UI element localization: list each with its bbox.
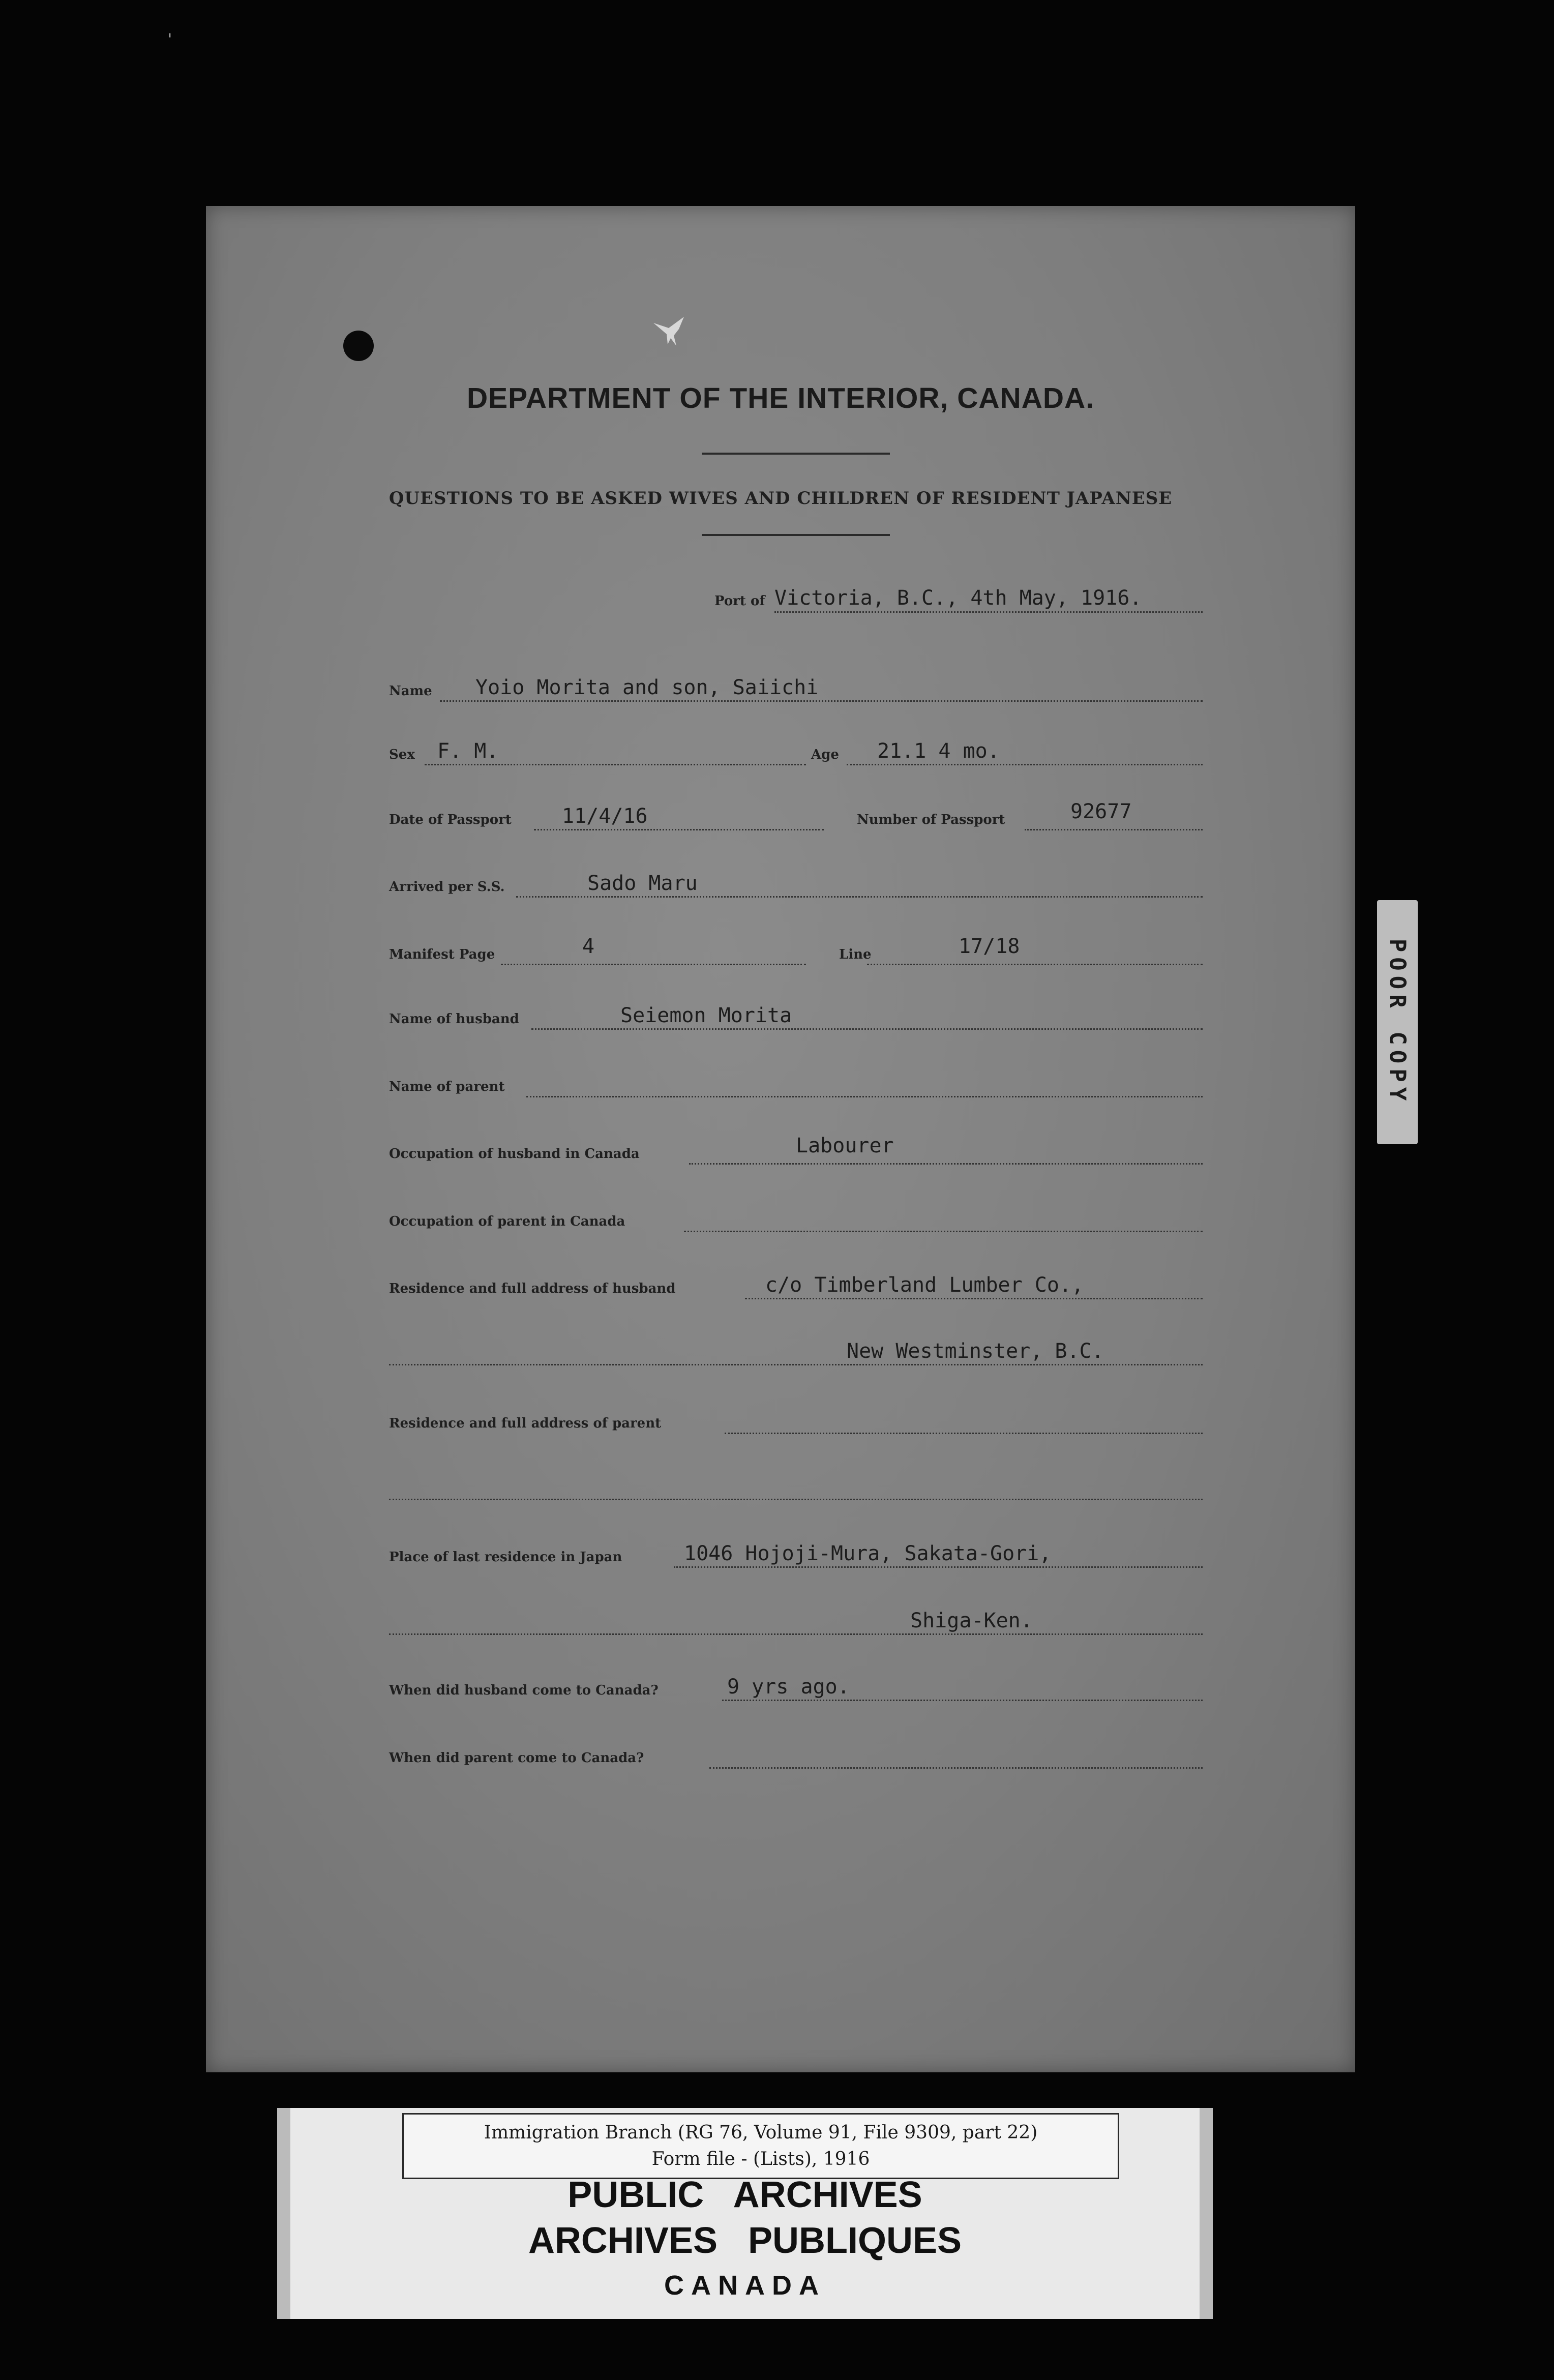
field-number-of-passport-line bbox=[1025, 829, 1203, 830]
field-passport bbox=[389, 800, 1396, 830]
field-name-of-husband-label: Name of husband bbox=[389, 1011, 519, 1027]
archive-canada: CANADA bbox=[664, 2270, 826, 2301]
field-residence-husband-line bbox=[745, 1298, 1203, 1299]
port-value: Victoria, B.C., 4th May, 1916. bbox=[774, 586, 1142, 610]
archive-reference-line1: Immigration Branch (RG 76, Volume 91, File 9309, part 22) bbox=[484, 2122, 1038, 2143]
form-title: DEPARTMENT OF THE INTERIOR, CANADA. bbox=[466, 382, 1095, 414]
field-name-of-husband-value: Seiemon Morita bbox=[620, 1004, 792, 1027]
field-residence-husband-line2 bbox=[389, 1335, 1396, 1365]
field-date-of-passport-line bbox=[534, 829, 824, 830]
field-number-of-passport-value: 92677 bbox=[1070, 800, 1132, 823]
form-document bbox=[206, 206, 1355, 2072]
field-parent-came-label: When did parent come to Canada? bbox=[389, 1750, 644, 1766]
field-parent-came-line bbox=[709, 1767, 1203, 1769]
field-manifest-page-line bbox=[501, 964, 806, 965]
field-last-residence-japan-line bbox=[674, 1566, 1203, 1568]
field-husband-came-label: When did husband come to Canada? bbox=[389, 1683, 659, 1698]
field-name-of-parent-label: Name of parent bbox=[389, 1079, 505, 1094]
field-residence-parent-line2 bbox=[389, 1470, 1396, 1500]
field-residence-husband-value-line2: New Westminster, B.C. bbox=[847, 1340, 1104, 1363]
field-sex-value: F. M. bbox=[437, 739, 499, 763]
field-sex-label: Sex bbox=[389, 747, 415, 762]
field-date-of-passport-value: 11/4/16 bbox=[562, 805, 648, 828]
punch-hole bbox=[343, 331, 374, 361]
subtitle-divider bbox=[702, 534, 890, 536]
field-residence-parent-line2-rule bbox=[389, 1499, 1203, 1500]
field-date-of-passport-label: Date of Passport bbox=[389, 812, 512, 827]
poor-copy-label bbox=[1377, 900, 1418, 1144]
archive-archives-publiques: ARCHIVES PUBLIQUES bbox=[528, 2220, 962, 2261]
field-manifest-page-label: Manifest Page bbox=[389, 947, 495, 962]
field-name bbox=[389, 671, 1396, 702]
field-occupation-husband-line bbox=[689, 1163, 1203, 1165]
field-residence-parent-label: Residence and full address of parent bbox=[389, 1416, 662, 1431]
field-residence-parent bbox=[389, 1404, 1396, 1434]
field-last-residence-japan bbox=[389, 1537, 1396, 1568]
field-residence-husband-line2-rule bbox=[389, 1364, 1203, 1365]
field-last-residence-japan-line2-rule bbox=[389, 1633, 1203, 1635]
field-occupation-parent-line bbox=[684, 1231, 1203, 1232]
field-arrived-per bbox=[389, 867, 1396, 898]
field-line-value: 17/18 bbox=[959, 935, 1020, 958]
field-last-residence-japan-label: Place of last residence in Japan bbox=[389, 1550, 622, 1565]
field-arrived-per-value: Sado Maru bbox=[587, 872, 698, 895]
field-name-of-husband bbox=[389, 999, 1396, 1030]
field-name-of-parent bbox=[389, 1067, 1396, 1097]
field-line-label: Line bbox=[839, 947, 872, 962]
field-parent-came bbox=[389, 1738, 1396, 1769]
port-label: Port of bbox=[714, 593, 765, 609]
field-last-residence-japan-line2 bbox=[389, 1604, 1396, 1635]
field-manifest-page-value: 4 bbox=[582, 935, 595, 958]
title-divider bbox=[702, 453, 890, 455]
archive-public-archives: PUBLIC ARCHIVES bbox=[567, 2175, 922, 2215]
field-age-value: 21.1 4 mo. bbox=[877, 739, 1000, 763]
field-occupation-parent bbox=[389, 1202, 1396, 1232]
port-underline bbox=[774, 611, 1203, 613]
field-name-line bbox=[440, 700, 1203, 702]
field-manifest bbox=[389, 935, 1396, 965]
field-age-line bbox=[847, 764, 1203, 765]
archive-reference-line2: Form file - (Lists), 1916 bbox=[651, 2149, 870, 2169]
field-residence-husband bbox=[389, 1269, 1396, 1299]
port-line bbox=[714, 582, 1203, 613]
field-residence-parent-line bbox=[725, 1433, 1203, 1434]
field-age-label: Age bbox=[811, 747, 839, 762]
field-sex-line bbox=[425, 764, 806, 765]
poor-copy-text: POOR COPY bbox=[1384, 938, 1411, 1106]
form-subtitle: QUESTIONS TO BE ASKED WIVES AND CHILDREN OF RESIDENT JAPANESE bbox=[388, 488, 1173, 509]
field-residence-husband-value: c/o Timberland Lumber Co., bbox=[765, 1273, 1084, 1297]
field-occupation-parent-label: Occupation of parent in Canada bbox=[389, 1214, 625, 1229]
field-arrived-per-label: Arrived per S.S. bbox=[389, 879, 505, 895]
field-number-of-passport-label: Number of Passport bbox=[857, 812, 1005, 827]
field-husband-came-line bbox=[722, 1700, 1203, 1701]
field-name-of-parent-line bbox=[526, 1096, 1203, 1097]
field-name-label: Name bbox=[389, 683, 432, 699]
field-last-residence-japan-value: 1046 Hojoji-Mura, Sakata-Gori, bbox=[684, 1542, 1052, 1565]
field-husband-came-value: 9 yrs ago. bbox=[727, 1675, 850, 1699]
field-residence-husband-label: Residence and full address of husband bbox=[389, 1281, 676, 1296]
field-last-residence-japan-value-line2: Shiga-Ken. bbox=[910, 1609, 1033, 1632]
field-occupation-husband-value: Labourer bbox=[796, 1134, 894, 1157]
field-occupation-husband-label: Occupation of husband in Canada bbox=[389, 1146, 640, 1162]
archive-card bbox=[277, 2108, 1213, 2319]
field-name-value: Yoio Morita and son, Saiichi bbox=[475, 676, 819, 699]
corner-mark: ' bbox=[168, 31, 172, 48]
archive-reference-label bbox=[402, 2113, 1119, 2179]
field-sex-age bbox=[389, 735, 1396, 765]
crest-mark-icon bbox=[648, 308, 694, 353]
field-arrived-per-line bbox=[516, 896, 1203, 898]
field-line-line bbox=[867, 964, 1203, 965]
field-husband-came bbox=[389, 1671, 1396, 1701]
field-occupation-husband bbox=[389, 1134, 1396, 1165]
field-name-of-husband-line bbox=[531, 1028, 1203, 1030]
